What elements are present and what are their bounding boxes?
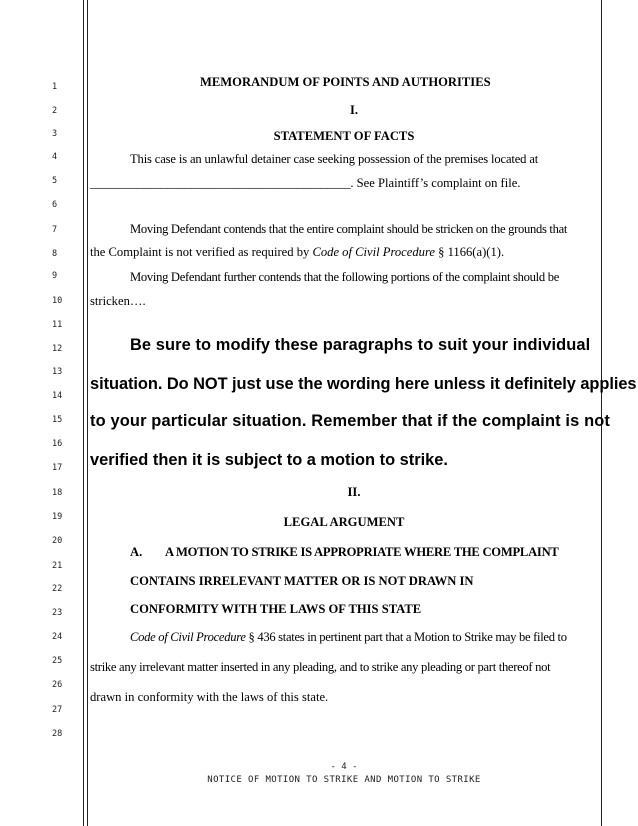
line-number: 2 bbox=[52, 106, 58, 116]
left-margin-rule-outer bbox=[83, 0, 84, 826]
facts-paragraph-3-line-2: stricken…. bbox=[90, 294, 146, 308]
note-line-4: verified then it is subject to a motion to strike. bbox=[90, 451, 448, 469]
line-number: 8 bbox=[52, 249, 58, 259]
facts-paragraph-2-line-2 bbox=[90, 245, 504, 260]
note-line-2: situation. Do NOT just use the wording here unless it definitely applies bbox=[90, 375, 637, 393]
subsection-heading-line-2: CONTAINS IRRELEVANT MATTER OR IS NOT DRAWN IN bbox=[130, 574, 474, 588]
section-title-legal-argument: LEGAL ARGUMENT bbox=[283, 515, 405, 529]
argument-line-1-post: § 436 states in pertinent part that a Motion to Strike may be filed to bbox=[245, 630, 567, 644]
line-number: 25 bbox=[52, 656, 63, 666]
code-citation: Code of Civil Procedure bbox=[130, 630, 246, 644]
facts-paragraph-1-line-2 bbox=[90, 176, 520, 191]
facts-paragraph-2-line-1: Moving Defendant contends that the entire complaint should be stricken on the grounds that bbox=[130, 222, 568, 236]
line-number: 13 bbox=[52, 367, 63, 377]
line-number: 6 bbox=[52, 200, 58, 210]
section-numeral-2: II. bbox=[347, 485, 361, 499]
note-line-1: Be sure to modify these paragraphs to suit your individual bbox=[130, 336, 591, 354]
line-number: 22 bbox=[52, 584, 63, 594]
line-number: 12 bbox=[52, 344, 63, 354]
footer-title: NOTICE OF MOTION TO STRIKE AND MOTION TO STRIKE bbox=[207, 775, 481, 785]
line-number: 17 bbox=[52, 463, 63, 473]
line-number: 11 bbox=[52, 320, 63, 330]
line-number: 21 bbox=[52, 561, 63, 571]
note-line-3: to your particular situation. Remember that if the complaint is not bbox=[90, 412, 611, 430]
line-number: 18 bbox=[52, 488, 63, 498]
facts-paragraph-1-tail: . See Plaintiff’s complaint on file. bbox=[350, 176, 521, 190]
line-number: 9 bbox=[52, 271, 58, 281]
line-number: 5 bbox=[52, 176, 58, 186]
argument-line-3: drawn in conformity with the laws of this state. bbox=[90, 690, 329, 704]
subsection-heading-line-1: A MOTION TO STRIKE IS APPROPRIATE WHERE THE COMPLAINT bbox=[165, 545, 559, 559]
code-citation: Code of Civil Procedure bbox=[312, 245, 435, 259]
facts-paragraph-1-line-1: This case is an unlawful detainer case seeking possession of the premises located at bbox=[130, 152, 539, 166]
memorandum-title: MEMORANDUM OF POINTS AND AUTHORITIES bbox=[200, 75, 491, 89]
line-number: 16 bbox=[52, 439, 63, 449]
facts-paragraph-3-line-1: Moving Defendant further contends that the following portions of the complaint should be bbox=[130, 270, 559, 284]
address-blank: ____________________________________________ bbox=[90, 176, 351, 190]
section-numeral-1: I. bbox=[349, 103, 359, 117]
line-number: 23 bbox=[52, 608, 63, 618]
line-number: 24 bbox=[52, 632, 63, 642]
subsection-label: A. bbox=[130, 545, 143, 559]
line-number: 3 bbox=[52, 129, 58, 139]
argument-line-1 bbox=[130, 630, 567, 645]
line-number: 27 bbox=[52, 705, 63, 715]
argument-line-2: strike any irrelevant matter inserted in any pleading, and to strike any pleading or part thereof not bbox=[90, 660, 551, 674]
line-number: 28 bbox=[52, 729, 63, 739]
line-number: 4 bbox=[52, 152, 58, 162]
section-title-facts: STATEMENT OF FACTS bbox=[273, 129, 415, 143]
facts-paragraph-2-pre: the Complaint is not verified as required by bbox=[90, 245, 313, 259]
line-number: 15 bbox=[52, 415, 63, 425]
line-number: 1 bbox=[52, 82, 58, 92]
page-number: - 4 - bbox=[330, 762, 358, 772]
line-number: 19 bbox=[52, 512, 63, 522]
subsection-heading-line-3: CONFORMITY WITH THE LAWS OF THIS STATE bbox=[130, 602, 422, 616]
line-number: 20 bbox=[52, 536, 63, 546]
left-margin-rule-inner bbox=[87, 0, 88, 826]
facts-paragraph-2-post: § 1166(a)(1). bbox=[434, 245, 505, 259]
line-number: 26 bbox=[52, 680, 63, 690]
line-number: 14 bbox=[52, 391, 63, 401]
line-number: 10 bbox=[52, 296, 63, 306]
line-number: 7 bbox=[52, 225, 58, 235]
